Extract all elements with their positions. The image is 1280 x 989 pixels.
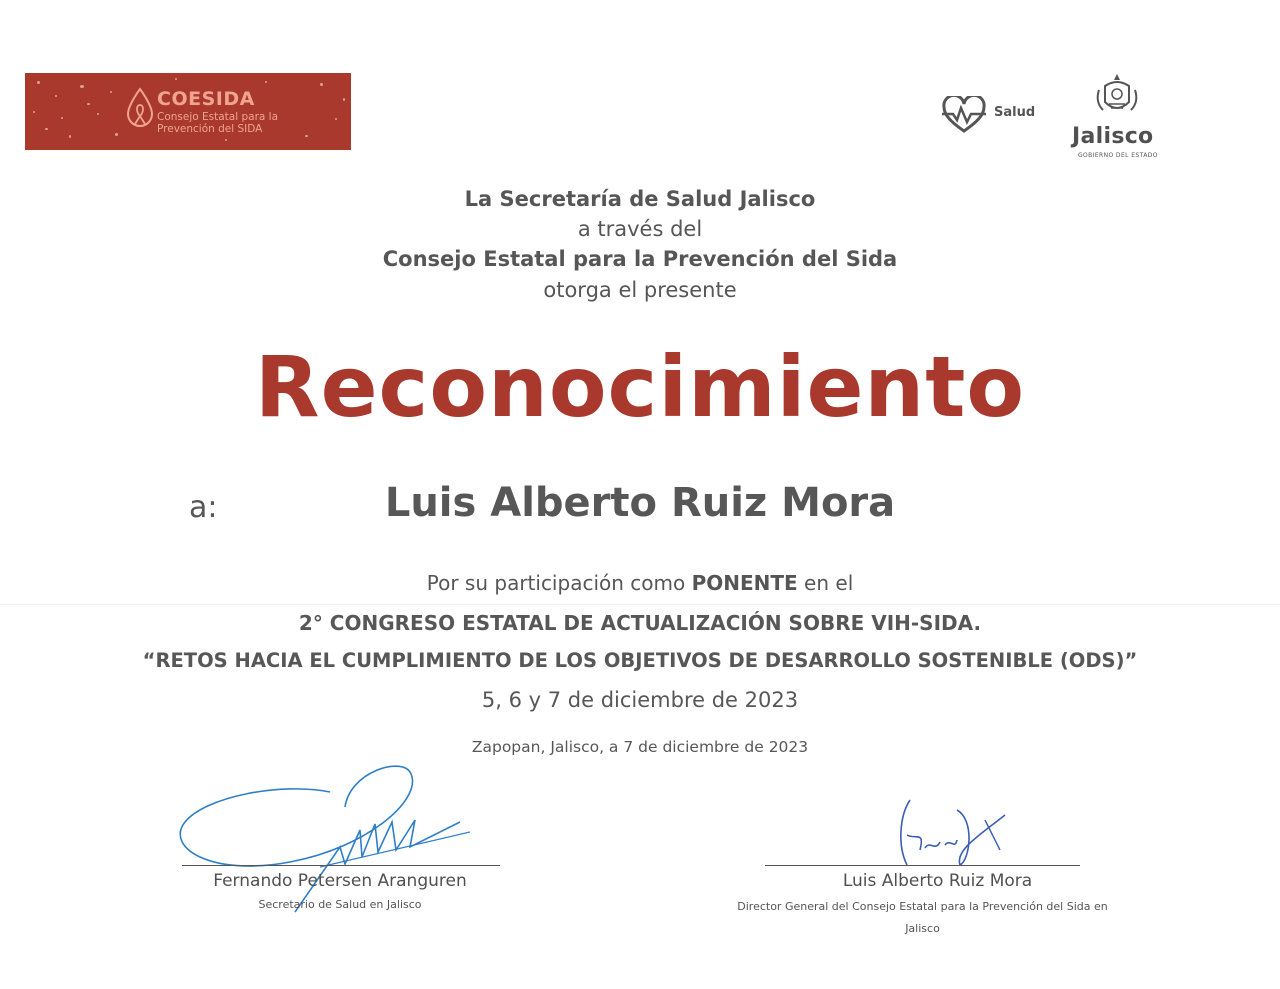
- salud-heart-icon: [941, 96, 987, 134]
- participation-text: [0, 571, 1280, 595]
- signatory-2-role: Director General del Consejo Estatal para la Prevención del Sida en Jalisco: [737, 900, 1108, 935]
- participation-suffix: en el: [804, 571, 854, 595]
- jalisco-crest-icon: [1091, 72, 1143, 124]
- recipient-label: a:: [189, 490, 218, 525]
- grants-line: otorga el presente: [543, 278, 737, 302]
- ribbon-drop-icon: [125, 87, 155, 129]
- place-date: Zapopan, Jalisco, a 7 de diciembre de 2023: [471, 738, 809, 756]
- issuer-line: La Secretaría de Salud Jalisco: [464, 187, 816, 211]
- signatory-1-role: Secretario de Salud en Jalisco: [258, 898, 422, 911]
- participation-role: PONENTE: [691, 571, 798, 595]
- council-line: Consejo Estatal para la Prevención del Sida: [382, 247, 898, 271]
- coesida-logo: [25, 73, 351, 150]
- via-line: a través del: [577, 217, 703, 241]
- congress-title: 2° CONGRESO ESTATAL DE ACTUALIZACIÓN SOBRE VIH-SIDA.: [298, 611, 982, 635]
- jalisco-label: Jalisco: [1072, 124, 1154, 149]
- signature-1-line: [182, 865, 500, 866]
- signatory-1-name: Fernando Petersen Aranguren: [213, 871, 467, 891]
- coesida-name: COESIDA: [157, 88, 255, 110]
- coesida-subtitle: Consejo Estatal para la Prevención del SIDA: [157, 111, 279, 135]
- recipient-name: Luis Alberto Ruiz Mora: [384, 480, 896, 526]
- scan-line: [0, 604, 1280, 605]
- signatory-2-name: Luis Alberto Ruiz Mora: [842, 871, 1033, 891]
- signature-2-image: [885, 790, 1015, 875]
- signature-1-image: [170, 752, 470, 917]
- signature-2-line: [765, 865, 1080, 866]
- congress-theme: “RETOS HACIA EL CUMPLIMIENTO DE LOS OBJETIVOS DE DESARROLLO SOSTENIBLE (ODS)”: [142, 649, 1138, 672]
- jalisco-subtitle: GOBIERNO DEL ESTADO: [1078, 152, 1158, 159]
- salud-label: Salud: [994, 105, 1036, 120]
- event-dates: 5, 6 y 7 de diciembre de 2023: [481, 688, 799, 712]
- certificate-title: Reconocimiento: [254, 338, 1026, 436]
- participation-prefix: Por su participación como: [426, 571, 686, 595]
